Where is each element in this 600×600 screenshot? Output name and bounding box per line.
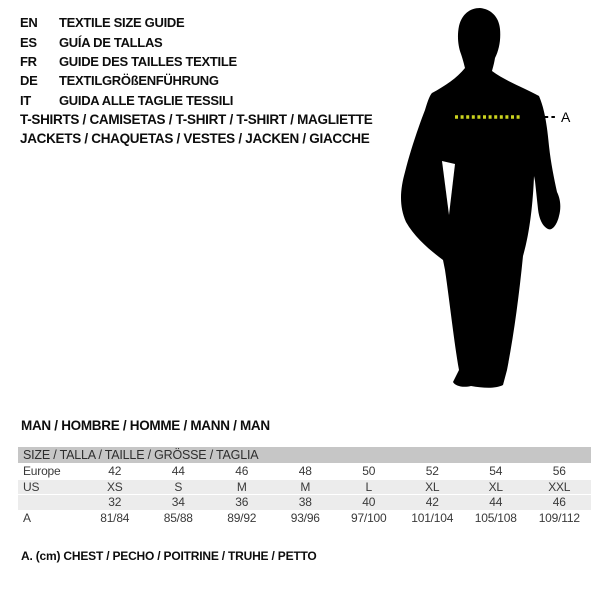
table-cell: 36	[235, 495, 249, 510]
table-cell: 44	[489, 495, 503, 510]
table-cell: XL	[425, 479, 440, 494]
table-cell: 85/88	[163, 510, 193, 525]
category-line-tshirts: T-SHIRTS / CAMISETAS / T-SHIRT / T-SHIRT / MAGLIETTE	[20, 112, 373, 127]
table-cell: 105/108	[474, 510, 517, 525]
language-row-de	[20, 71, 237, 90]
table-cell: 40	[362, 495, 376, 510]
table-cell: 44	[171, 464, 185, 479]
size-table	[18, 447, 591, 525]
category-line-jackets: JACKETS / CHAQUETAS / VESTES / JACKEN / GIACCHE	[20, 130, 370, 146]
section-title-man: MAN / HOMBRE / HOMME / MANN / MAN	[21, 418, 270, 433]
table-cell: L	[365, 479, 372, 494]
table-cell: 89/92	[227, 510, 257, 525]
size-table-header: SIZE / TALLA / TAILLE / GRÖSSE / TAGLIA	[18, 447, 591, 463]
table-cell: 93/96	[290, 510, 320, 525]
language-label: GUIDA ALLE TAGLIE TESSILI	[59, 92, 234, 108]
table-cell: 34	[171, 495, 185, 510]
language-row-fr	[20, 52, 237, 71]
table-cell: XS	[106, 479, 123, 494]
table-row	[18, 463, 591, 479]
table-cell: M	[300, 479, 311, 494]
table-cell: 48	[298, 464, 312, 479]
language-code: FR	[20, 53, 37, 69]
table-cell: 42	[425, 495, 439, 510]
row-label: A	[23, 510, 31, 525]
size-table-body	[18, 463, 591, 525]
table-cell: M	[236, 479, 247, 494]
man-silhouette	[401, 8, 560, 388]
table-row	[18, 510, 591, 526]
table-cell: 32	[108, 495, 122, 510]
language-row-es	[20, 32, 237, 51]
table-cell: XXL	[548, 479, 571, 494]
table-cell: 50	[362, 464, 376, 479]
language-row-it	[20, 91, 237, 110]
table-cell: 81/84	[100, 510, 130, 525]
row-label: US	[23, 479, 40, 494]
table-row	[18, 479, 591, 495]
language-label: GUÍA DE TALLAS	[59, 34, 163, 50]
language-label: TEXTILGRÖßENFÜHRUNG	[59, 73, 219, 89]
category-lines	[20, 111, 372, 148]
table-cell: 46	[235, 464, 249, 479]
table-cell: 109/112	[538, 510, 580, 525]
table-cell: S	[174, 479, 183, 494]
language-label: TEXTILE SIZE GUIDE	[59, 15, 185, 31]
table-cell: XL	[488, 479, 503, 494]
table-cell: 46	[552, 495, 566, 510]
table-cell: 101/104	[411, 510, 454, 525]
row-label: Europe	[23, 464, 61, 479]
table-row	[18, 494, 591, 510]
language-code: DE	[20, 73, 38, 89]
table-cell: 42	[108, 464, 122, 479]
language-label: GUIDE DES TAILLES TEXTILE	[59, 53, 237, 69]
table-cell: 52	[425, 464, 439, 479]
measurement-footnote: A. (cm) CHEST / PECHO / POITRINE / TRUHE / PETTO	[21, 549, 317, 563]
table-cell: 54	[489, 464, 503, 479]
table-cell: 56	[552, 464, 566, 479]
language-code: EN	[20, 15, 38, 31]
language-row-en	[20, 13, 237, 32]
measure-label-a: A	[561, 109, 571, 125]
table-cell: 38	[298, 495, 312, 510]
language-list	[20, 13, 237, 110]
language-code: IT	[20, 92, 31, 108]
language-code: ES	[20, 34, 37, 50]
man-silhouette-figure	[395, 4, 575, 396]
table-cell: 97/100	[350, 510, 387, 525]
